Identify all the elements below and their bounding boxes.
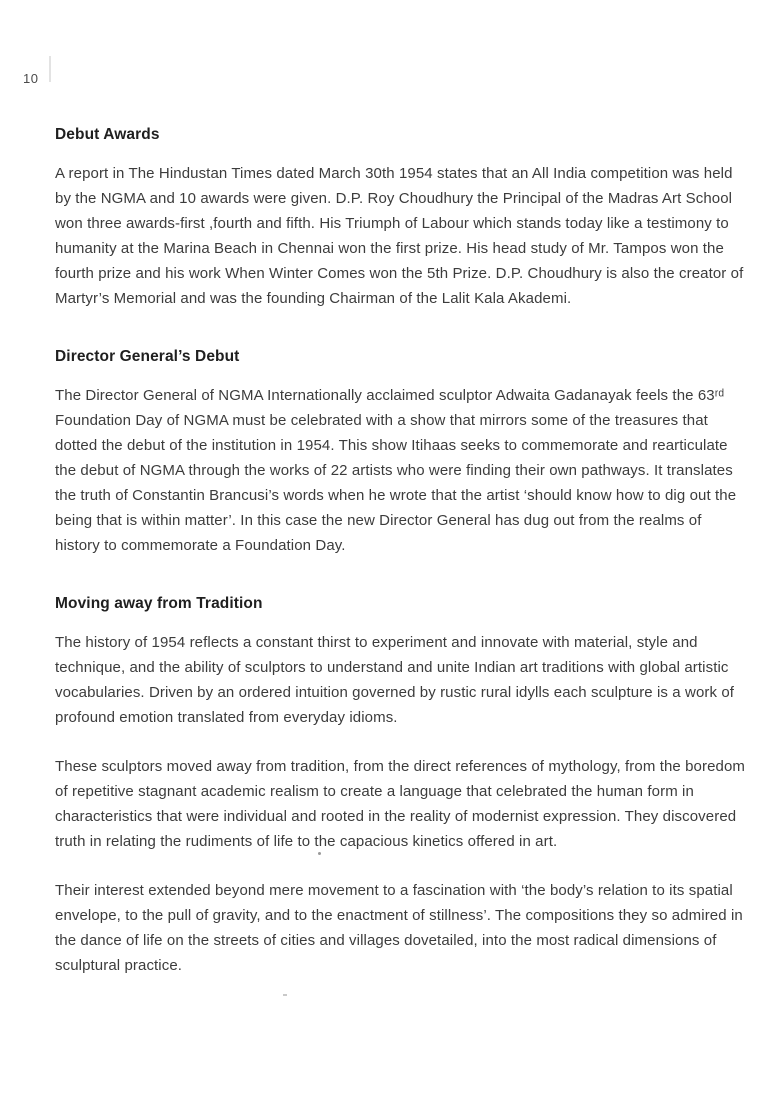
document-body [55, 126, 747, 1015]
scan-speck [318, 852, 321, 855]
paragraph: A report in The Hindustan Times dated March 30th 1954 states that an All India competition was held by the NGMA and 10 awards were given. D.P. Roy Choudhury the Principal of the Madras Art School won three awards-first ,fourth and fifth. His Triumph of Labour which stands today like a testimony to humanity at the Marina Beach in Chennai won the first prize. His head study of Mr. Tampos won the fourth prize and his work When Winter Comes won the 5th Prize. D.P. Choudhury is also the creator of Martyr’s Memorial and was the founding Chairman of the Lalit Kala Akademi. [55, 165, 744, 307]
scan-margin-mark [49, 56, 51, 82]
page-number: 10 [23, 71, 39, 86]
section-heading-moving-away-from-tradition: Moving away from Tradition [55, 595, 263, 612]
scan-speck [283, 994, 287, 996]
paragraph: These sculptors moved away from tradition, from the direct references of mythology, from the boredom of repetitive stagnant academic realism to create a language that celebrated the human form in characteristics that were individual and rooted in the reality of modernist expression. They discovered truth in relating the rudiments of life to the capacious kinetics offered in art. [55, 758, 746, 850]
section-heading-debut-awards: Debut Awards [55, 126, 160, 143]
paragraph: The history of 1954 reflects a constant thirst to experiment and innovate with material, style and technique, and the ability of sculptors to understand and unite Indian art traditions with global artistic vocabularies. Driven by an ordered intuition governed by rustic rural idylls each sculpture is a work of profound emotion translated from everyday idioms. [55, 634, 735, 726]
section-debut-awards [55, 126, 747, 311]
section-director-generals-debut [55, 348, 747, 558]
paragraph: Their interest extended beyond mere movement to a fascination with ‘the body’s relation to its spatial envelope, to the pull of gravity, and to the enactment of stillness’. The compositions they so admired in the dance of life on the streets of cities and villages dovetailed, into the most radical dimensions of sculptural practice. [55, 882, 743, 974]
section-moving-away-from-tradition [55, 595, 747, 978]
section-heading-director-generals-debut: Director General’s Debut [55, 348, 240, 365]
paragraph: The Director General of NGMA Internationally acclaimed sculptor Adwaita Gadanayak feels the 63ʳᵈ Foundation Day of NGMA must be celebrated with a show that mirrors some of the treasures that dotted the debut of the institution in 1954. This show Itihaas seeks to commemorate and rearticulate the debut of NGMA through the works of 22 artists who were finding their own pathways. It translates the truth of Constantin Brancusi’s words when he wrote that the artist ‘should know how to dig out the being that is within matter’. In this case the new Director General has dug out from the realms of history to commemorate a Foundation Day. [55, 387, 737, 554]
